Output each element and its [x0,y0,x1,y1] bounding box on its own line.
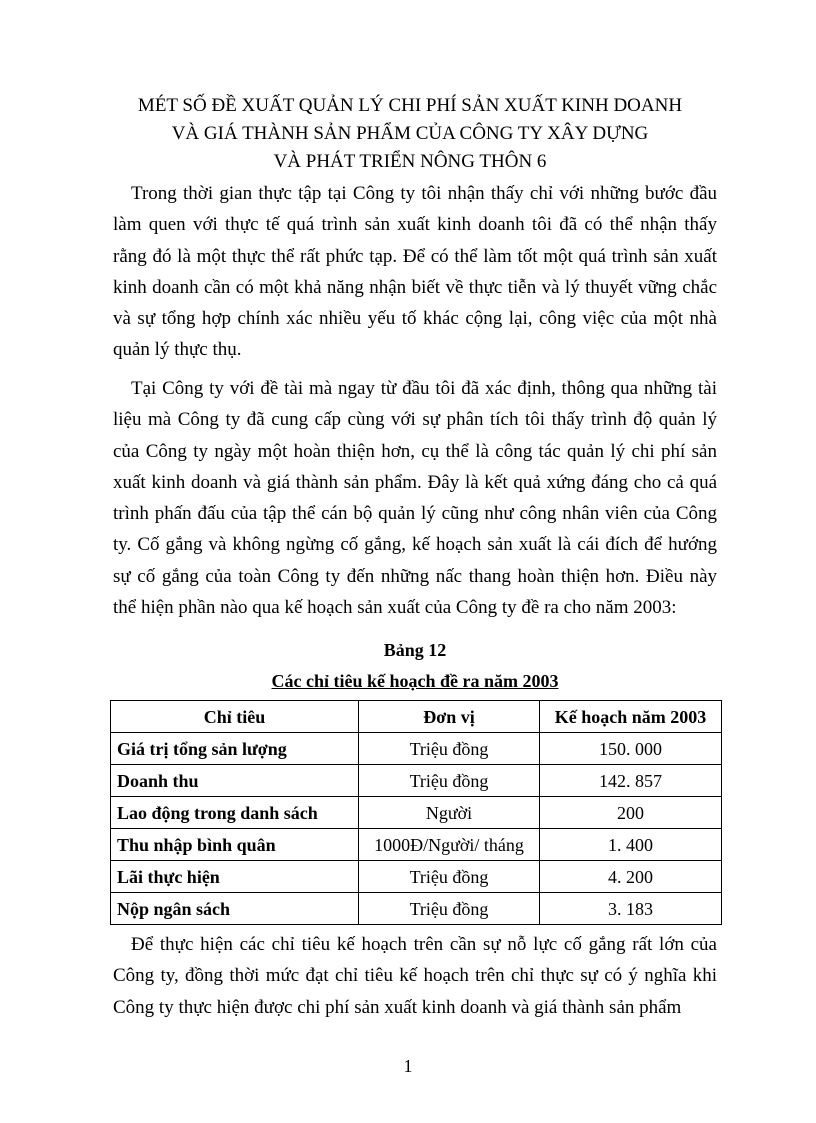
unit-cell: 1000Đ/Người/ tháng [359,829,540,861]
table-row [111,829,722,861]
plan-value-cell: 150. 000 [540,733,722,765]
indicator-cell: Giá trị tổng sản lượng [111,733,359,765]
table-row [111,861,722,893]
unit-cell: Triệu đồng [359,893,540,925]
paragraph-line: của Công ty ngày một hoàn thiện hơn, cụ thể là công tác quản lý chi phí sản [113,440,717,462]
paragraph-line: sự cố gắng của toàn Công ty đến những nấc thang hoàn thiện hơn. Điều này [113,565,717,587]
indicator-cell: Lãi thực hiện [111,861,359,893]
indicator-cell: Thu nhập bình quân [111,829,359,861]
paragraph-company [113,373,717,623]
unit-cell: Người [359,797,540,829]
paragraph-line: và sự tổng hợp chính xác nhiều yếu tố khác cộng lại, công việc của một nhà [113,308,717,330]
heading-line: MÉT SỐ ĐỀ XUẤT QUẢN LÝ CHI PHÍ SẢN XUẤT KINH DOANH [137,95,683,116]
table-row [111,797,722,829]
paragraph-line: kinh doanh cần có một khả năng nhận biết về thực tiễn và lý thuyết vững chắc [113,276,717,298]
page-number: 1 [403,1056,413,1076]
plan-value-cell: 1. 400 [540,829,722,861]
paragraph-line: liệu mà Công ty đã cung cấp cùng với sự phân tích tôi thấy trình độ quản lý [113,409,717,431]
paragraph-line: quản lý thực thụ. [113,339,242,361]
column-header-plan-2003: Kế hoạch năm 2003 [540,701,722,733]
table-number: Bảng 12 [383,640,447,660]
unit-cell: Triệu đồng [359,861,540,893]
plan-value-cell: 3. 183 [540,893,722,925]
plan-value-cell: 200 [540,797,722,829]
plan-value-cell: 142. 857 [540,765,722,797]
indicator-cell: Lao động trong danh sách [111,797,359,829]
paragraph-conclusion [113,929,717,1023]
table-row [111,733,722,765]
table-title-text: Các chỉ tiêu kế hoạch đề ra năm 2003 [271,671,559,691]
indicator-cell: Doanh thu [111,765,359,797]
table-row [111,765,722,797]
paragraph-line: trình phấn đấu của tập thể cán bộ quản lý cũng như công nhân viên của Công [113,503,717,525]
column-header-unit: Đơn vị [359,701,540,733]
plan-table [110,700,722,925]
indicator-cell: Nộp ngân sách [111,893,359,925]
paragraph-line: Công ty thực hiện được chi phí sản xuất kinh doanh và giá thành sản phẩm [113,996,682,1018]
column-header-indicator: Chỉ tiêu [111,701,359,733]
paragraph-line: rằng đó là một thực thể rất phức tạp. Để có thể làm tốt một quá trình sản xuất [113,245,717,267]
paragraph-line: Công ty, đồng thời mức đạt chỉ tiêu kế hoạch trên chỉ thực sự có ý nghĩa khi [113,965,717,987]
heading-line: VÀ GIÁ THÀNH SẢN PHẨM CỦA CÔNG TY XÂY DỰNG [171,123,649,144]
heading-line: VÀ PHÁT TRIỂN NÔNG THÔN 6 [273,151,547,172]
table-header-row [111,701,722,733]
unit-cell: Triệu đồng [359,733,540,765]
table-row [111,893,722,925]
paragraph-line: Trong thời gian thực tập tại Công ty tôi nhận thấy chỉ với những bước đầu [131,183,717,204]
unit-cell: Triệu đồng [359,765,540,797]
document-heading [90,92,730,176]
paragraph-line: Tại Công ty với đề tài mà ngay từ đầu tôi đã xác định, thông qua những tài [131,378,717,399]
table-title [113,669,717,693]
paragraph-line: xuất kinh doanh và giá thành sản phẩm. Đây là kết quả xứng đáng cho cả quá [113,471,717,493]
paragraph-line: Để thực hiện các chỉ tiêu kế hoạch trên cần sự nỗ lực cố gắng rất lớn của [131,934,717,955]
paragraph-line: ty. Cố gắng và không ngừng cố gắng, kế hoạch sản xuất là cái đích để hướng [113,534,717,556]
paragraph-line: làm quen với thực tế quá trình sản xuất kinh doanh tôi đã có thể nhận thấy [113,214,717,236]
paragraph-line: thể hiện phần nào qua kế hoạch sản xuất của Công ty đề ra cho năm 2003: [113,597,677,619]
paragraph-intro [113,178,717,366]
plan-value-cell: 4. 200 [540,861,722,893]
